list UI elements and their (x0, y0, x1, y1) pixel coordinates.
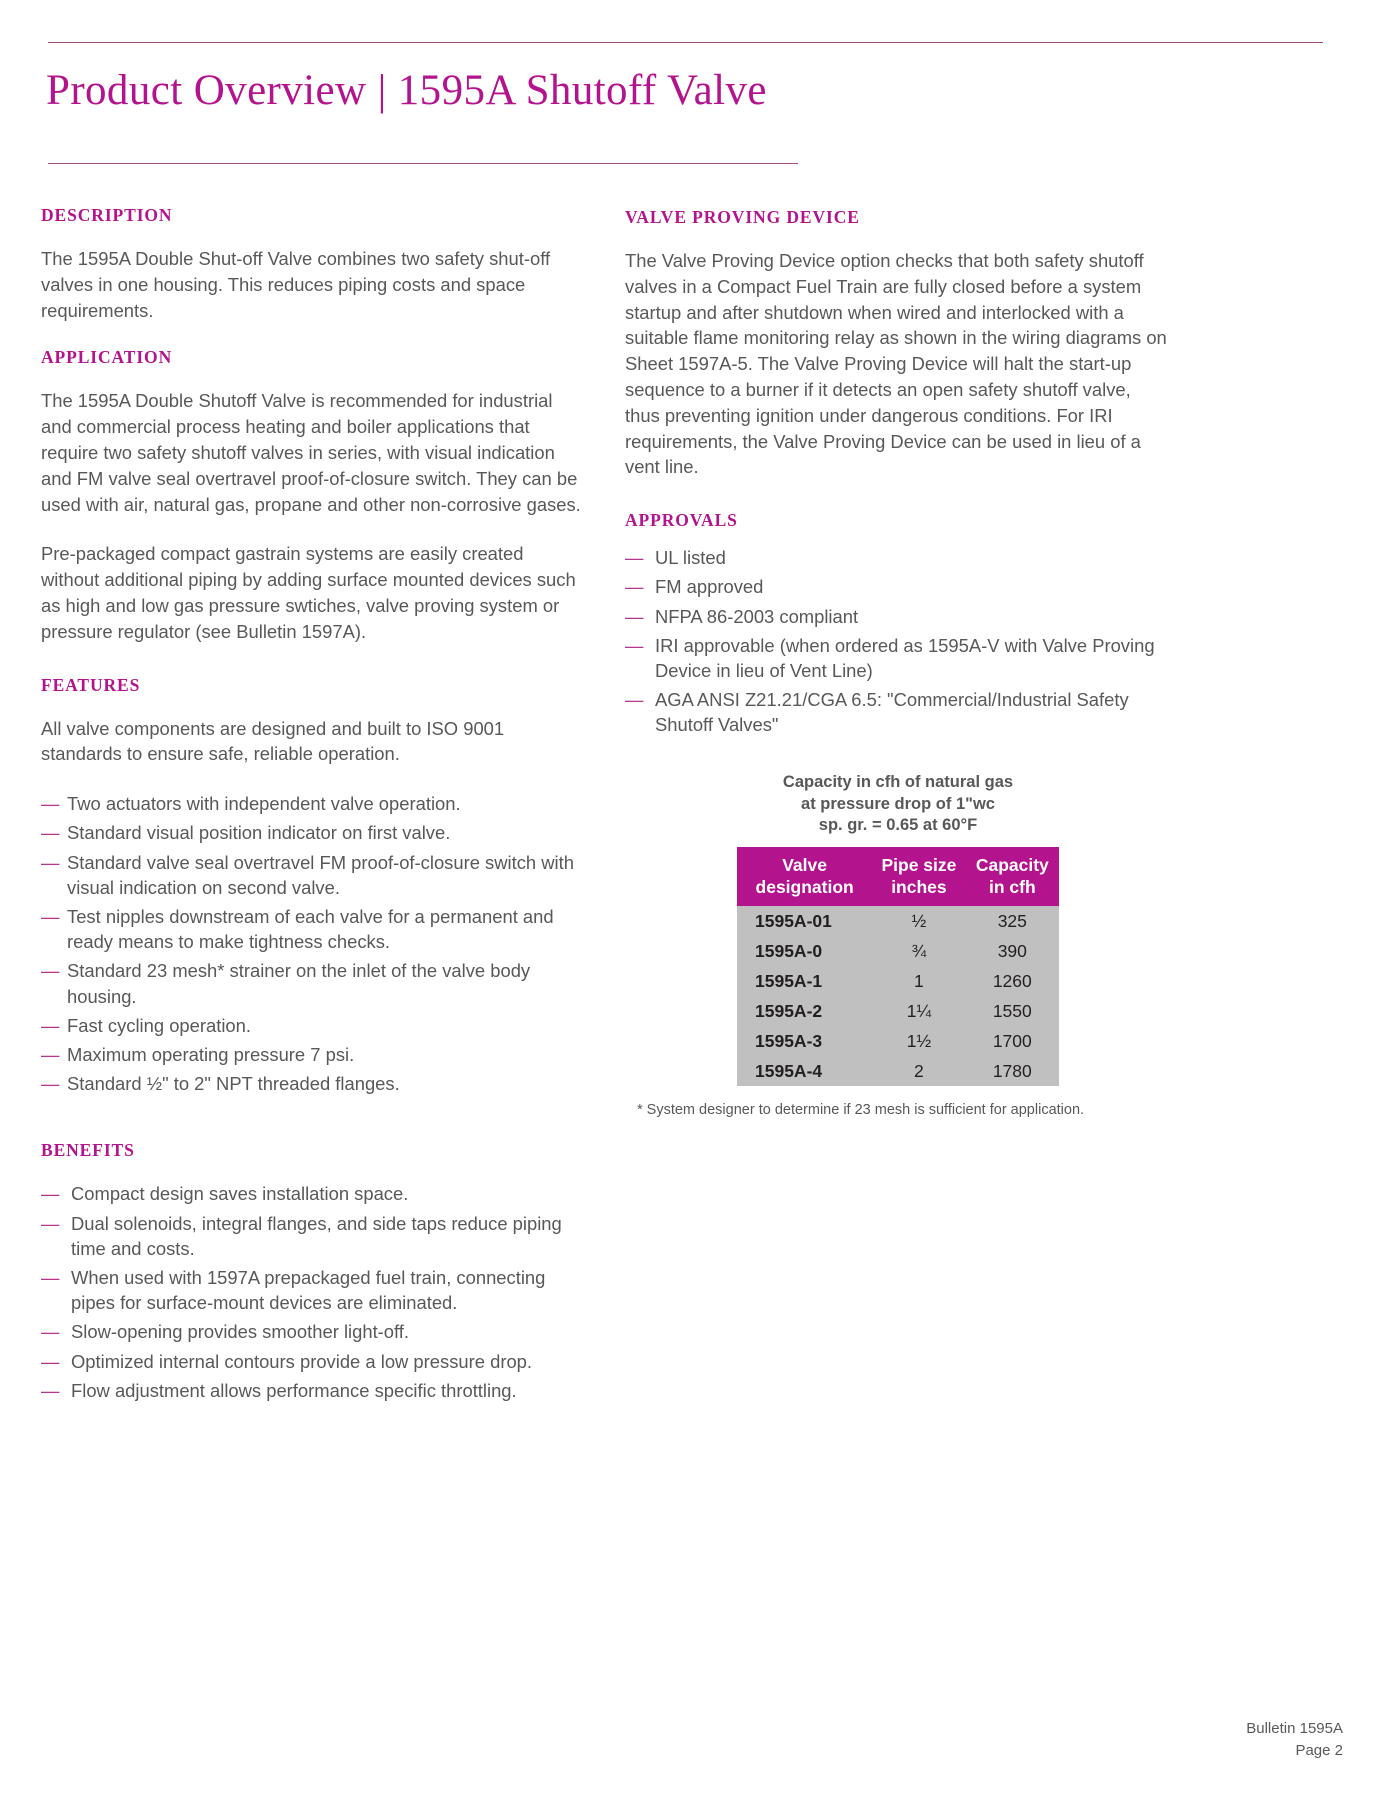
list-item (41, 958, 586, 1008)
list-item (41, 904, 586, 954)
cell-designation: 1595A-1 (737, 966, 872, 996)
dash-bullet: — (625, 634, 644, 656)
list-item-text: Optimized internal contours provide a low pressure drop. (71, 1350, 533, 1372)
application-paragraph-1: The 1595A Double Shutoff Valve is recommended for industrial and commercial process heating and boiler applications that require two safety shutoff valves in series, with visual indication and FM valve seal overtravel proof-of-closure switch. They can be used with air, natural gas, propane and other non-corrosive gases. (41, 390, 581, 515)
page-footer (1246, 1718, 1343, 1762)
cell-pipe-size: 1 (872, 966, 965, 996)
heading-approvals: APPROVALS (625, 510, 738, 531)
list-item-text: Standard ½" to 2" NPT threaded flanges. (67, 1073, 400, 1095)
cell-capacity: 1700 (966, 1026, 1059, 1056)
features-intro: All valve components are designed and built to ISO 9001 standards to ensure safe, reliable operation. (41, 717, 505, 765)
header-rule-bottom (48, 163, 798, 164)
dash-bullet: — (41, 1379, 60, 1401)
list-item-text: Dual solenoids, integral flanges, and side taps reduce piping time and costs. (71, 1212, 562, 1259)
list-item-text: Standard visual position indicator on first valve. (67, 822, 451, 844)
header-line-2: designation (755, 876, 854, 897)
dash-bullet: — (41, 1073, 60, 1095)
heading-application: APPLICATION (41, 347, 173, 368)
header-rule-top (48, 42, 1323, 43)
dash-bullet: — (41, 793, 60, 815)
list-item-text: Flow adjustment allows performance specific throttling. (71, 1379, 517, 1401)
header-line-1: Capacity (975, 854, 1049, 875)
cell-capacity: 1260 (966, 966, 1059, 996)
list-item-text: Standard valve seal overtravel FM proof-of-closure switch with visual indication on second valve. (67, 851, 574, 898)
column-header-capacity (966, 847, 1059, 906)
dash-bullet: — (625, 576, 644, 598)
dash-bullet: — (41, 1014, 60, 1036)
list-item-text: Compact design saves installation space. (71, 1183, 409, 1205)
column-header-pipe-size (872, 847, 965, 906)
cell-designation: 1595A-01 (737, 906, 872, 936)
dash-bullet: — (41, 1183, 60, 1205)
dash-bullet: — (41, 1212, 60, 1234)
list-item-text: Two actuators with independent valve operation. (67, 793, 461, 815)
list-item (41, 850, 586, 900)
cell-pipe-size: 2 (872, 1056, 965, 1086)
list-item (41, 1319, 586, 1344)
list-item-text: Slow-opening provides smoother light-off. (71, 1321, 410, 1343)
caption-line-2: at pressure drop of 1"wc (801, 794, 995, 813)
dash-bullet: — (625, 547, 644, 569)
list-item (41, 1265, 586, 1315)
table-row (737, 1056, 1059, 1086)
cell-capacity: 1550 (966, 996, 1059, 1026)
cell-designation: 1595A-2 (737, 996, 872, 1026)
dash-bullet: — (41, 1043, 60, 1065)
list-item (41, 1013, 586, 1038)
footer-page-number: Page 2 (1295, 1742, 1343, 1759)
table-row (737, 906, 1059, 936)
list-item-text: Fast cycling operation. (67, 1014, 251, 1036)
list-item-text: When used with 1597A prepackaged fuel train, connecting pipes for surface-mount devices are eliminated. (71, 1267, 546, 1314)
list-item (625, 574, 1170, 599)
cell-capacity: 325 (966, 906, 1059, 936)
capacity-table-block (737, 772, 1059, 1086)
left-column (41, 205, 586, 1407)
list-item-text: FM approved (655, 576, 764, 598)
list-item (41, 1181, 586, 1206)
heading-benefits: BENEFITS (41, 1140, 135, 1161)
caption-line-3: sp. gr. = 0.65 at 60°F (818, 816, 978, 834)
list-item (41, 1378, 586, 1403)
caption-line-1: Capacity in cfh of natural gas (782, 773, 1014, 791)
header-line-2: inches (891, 876, 947, 897)
cell-pipe-size: 1¼ (872, 996, 965, 1026)
list-item (41, 820, 586, 845)
right-column (625, 207, 1170, 742)
list-item (41, 1211, 586, 1261)
dash-bullet: — (41, 822, 60, 844)
table-row (737, 966, 1059, 996)
features-list (41, 791, 586, 1096)
dash-bullet: — (625, 689, 644, 711)
heading-valve-proving-device: VALVE PROVING DEVICE (625, 207, 860, 227)
cell-capacity: 1780 (966, 1056, 1059, 1086)
header-line-2: in cfh (988, 876, 1036, 897)
dash-bullet: — (41, 1350, 60, 1372)
cell-pipe-size: ¾ (872, 936, 965, 966)
list-item-text: IRI approvable (when ordered as 1595A-V with Valve Proving Device in lieu of Vent Line) (655, 634, 1155, 681)
table-header-row (737, 847, 1059, 906)
cell-designation: 1595A-4 (737, 1056, 872, 1086)
capacity-table (737, 847, 1059, 1086)
application-paragraph-2: Pre-packaged compact gastrain systems are easily created without additional piping by adding surface mounted devices such as high and low gas pressure swtiches, valve proving system or pressure regulator (see Bulletin 1597A). (41, 543, 576, 642)
list-item (41, 1042, 586, 1067)
list-item (41, 1349, 586, 1374)
cell-designation: 1595A-3 (737, 1026, 872, 1056)
dash-bullet: — (625, 605, 644, 627)
list-item (625, 687, 1170, 737)
list-item (625, 545, 1170, 570)
dash-bullet: — (41, 1321, 60, 1343)
heading-features: FEATURES (41, 674, 141, 695)
dash-bullet: — (41, 851, 60, 873)
table-row (737, 996, 1059, 1026)
list-item-text: UL listed (655, 547, 726, 569)
heading-description: DESCRIPTION (41, 205, 173, 225)
table-row (737, 1026, 1059, 1056)
cell-pipe-size: ½ (872, 906, 965, 936)
header-line-1: Pipe size (881, 854, 957, 875)
list-item (625, 633, 1170, 683)
valve-proving-device-paragraph: The Valve Proving Device option checks that both safety shutoff valves in a Compact Fuel Train are fully closed before a system startup and after shutdown when wired and interlocked with a suitable flame monitoring relay as shown in the wiring diagrams on Sheet 1597A-5. The Valve Proving Device will halt the start-up sequence to a burner if it detects an open safety shutoff valve, thus preventing ignition under dangerous conditions. For IRI requirements, the Valve Proving Device can be used in lieu of a vent line. (625, 250, 1167, 478)
table-footnote: * System designer to determine if 23 mesh is sufficient for application. (637, 1102, 1085, 1118)
table-row (737, 936, 1059, 966)
cell-capacity: 390 (966, 936, 1059, 966)
dash-bullet: — (41, 905, 60, 927)
capacity-table-caption (737, 772, 1059, 837)
list-item-text: NFPA 86-2003 compliant (655, 605, 859, 627)
list-item (625, 604, 1170, 629)
list-item-text: Maximum operating pressure 7 psi. (67, 1043, 355, 1065)
list-item-text: AGA ANSI Z21.21/CGA 6.5: "Commercial/Industrial Safety Shutoff Valves" (655, 689, 1129, 736)
footer-bulletin: Bulletin 1595A (1246, 1720, 1343, 1737)
description-paragraph: The 1595A Double Shut-off Valve combines two safety shut-off valves in one housing. This reduces piping costs and space requirements. (41, 248, 551, 321)
list-item-text: Test nipples downstream of each valve for a permanent and ready means to make tightness checks. (67, 905, 554, 953)
dash-bullet: — (41, 1267, 60, 1288)
list-item (41, 791, 586, 816)
cell-designation: 1595A-0 (737, 936, 872, 966)
list-item-text: Standard 23 mesh* strainer on the inlet of the valve body housing. (67, 960, 531, 1007)
dash-bullet: — (41, 960, 60, 982)
column-header-valve-designation (737, 847, 872, 906)
benefits-list (41, 1181, 586, 1403)
page-title: Product Overview | 1595A Shutoff Valve (46, 67, 767, 114)
list-item (41, 1071, 586, 1096)
cell-pipe-size: 1½ (872, 1026, 965, 1056)
approvals-list (625, 545, 1170, 737)
header-line-1: Valve (782, 854, 827, 875)
